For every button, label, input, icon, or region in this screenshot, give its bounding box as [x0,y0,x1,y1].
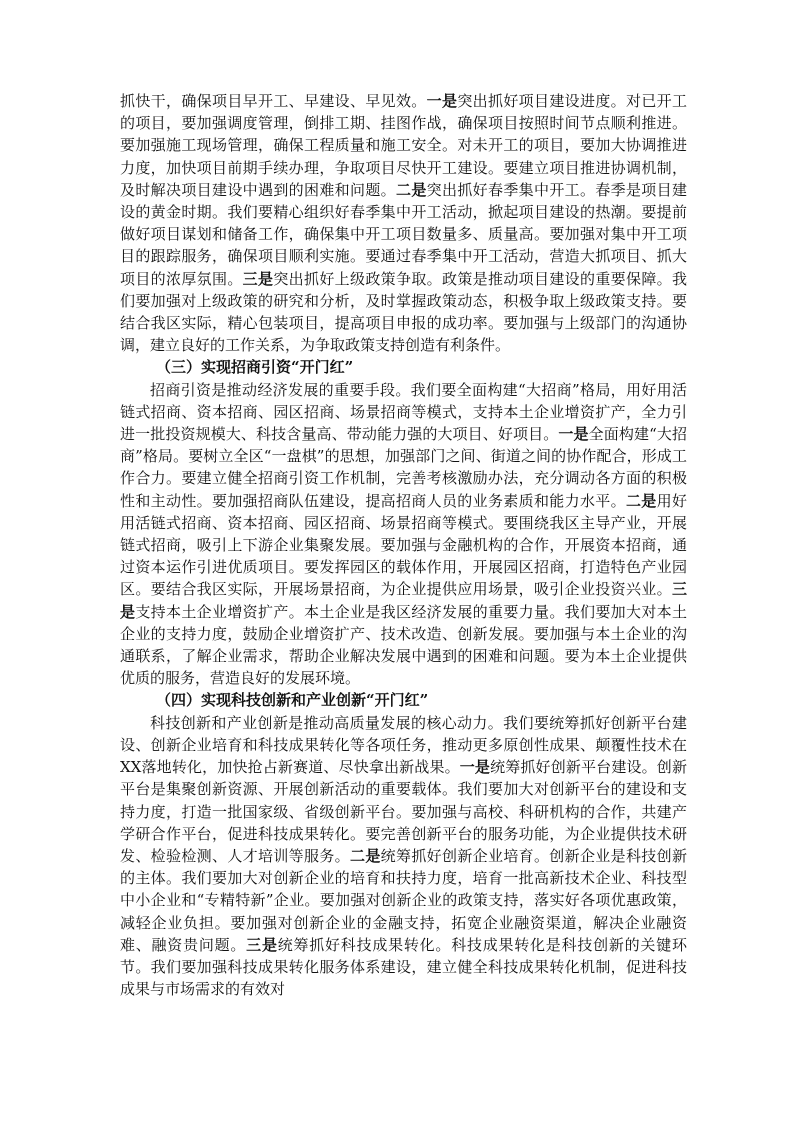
text-run: 科技创新和产业创新是推动高质量发展的核心动力。我们要统筹抓好创新平台建设、创新企业培育和科技成果转化等各项任务，推动更多原创性成果、颠覆性技术在XX落地转化，加快抢占新赛道、尽快拿出新战果。 [120,713,687,777]
bold-lead-text: 一是 [426,92,458,110]
text-run: 突出抓好上级政策争取。政策是推动项目建设的重要保障。我们要加强对上级政策的研究和分析，及时掌握政策动态，积极争取上级政策支持。要结合我区实际，精心包装项目，提高项目申报的成功率。要加强与上级部门的沟通协调，建立良好的工作关系，为争取政策支持创造有利条件。 [120,269,687,355]
bold-lead-text: 三是 [242,269,274,288]
paragraph-investment [120,379,687,690]
text-run: 招商引资是推动经济发展的重要手段。我们要全面构建“大招商”格局，用好用活链式招商、资本招商、园区招商、场景招商等模式，支持本土企业增资扩产，全力引进一批投资规模大、科技含量高、带动能力强的大项目、好项目。 [120,380,687,444]
text-run: 抓快干，确保项目早开工、早建设、早见效。 [120,92,427,110]
bold-lead-text: 二是 [349,846,381,865]
text-run: 用好用活链式招商、资本招商、园区招商、场景招商等模式。要围绕我区主导产业，开展链式招商，吸引上下游企业集聚发展。要加强与金融机构的合作，开展资本招商，通过资本运作引进优质项目。要发挥园区的载体作用，开展园区招商，打造特色产业园区。要结合我区实际，开展场景招商，为企业提供应用场景，吸引企业投资兴业。 [120,491,687,599]
bold-lead-text: 三是 [246,935,278,954]
text-run: 突出抓好项目建设进度。对已开工的项目，要加强调度管理，倒排工期、挂图作战，确保项目按照时间节点顺利推进。要加强施工现场管理，确保工程质量和施工安全。对未开工的项目，要加大协调推进力度，加快项目前期手续办理，争取项目尽快开工建设。要建立项目推进协调机制，及时解决项目建设中遇到的困难和问题。 [120,92,687,199]
text-run: 全面构建“大招商”格局。要树立全区“一盘棋”的思想，加强部门之间、街道之间的协作配合，形成工作合力。要建立健全招商引资工作机制，完善考核激励办法，充分调动各方面的积极性和主动性。要加强招商队伍建设，提高招商人员的业务素质和能力水平。 [120,425,687,510]
bold-lead-text: 二是 [625,491,657,510]
text-run: 统筹抓好创新企业培育。创新企业是科技创新的主体。我们要加大对创新企业的培育和扶持力度，培育一批高新技术企业、科技型中小企业和“专精特新”企业。要加强对创新企业的政策支持，落实好各项优惠政策，减轻企业负担。要加强对创新企业的金融支持，拓宽企业融资渠道，解决企业融资难、融资贵问题。 [120,846,687,954]
bold-lead-text: 三是 [120,580,687,621]
paragraph-project-construction [120,90,687,356]
text-run: 统筹抓好科技成果转化。科技成果转化是科技创新的关键环节。我们要加强科技成果转化服务体系建设，建立健全科技成果转化机制，促进科技成果与市场需求的有效对 [120,935,687,999]
paragraph-innovation [120,712,687,1001]
section-heading-innovation: （四）实现科技创新和产业创新“开门红” [156,691,429,710]
section-heading-investment: （三）实现招商引资“开门红” [156,358,354,377]
text-run: 支持本土企业增资扩产。本土企业是我区经济发展的重要力量。我们要加大对本土企业的支持力度，鼓励企业增资扩产、技术改造、创新发展。要加强与本土企业的沟通联系，了解企业需求，帮助企业解决发展中遇到的困难和问题。要为本土企业提供优质的服务，营造良好的发展环境。 [120,602,687,688]
bold-lead-text: 一是 [558,425,589,444]
bold-lead-text: 一是 [459,758,491,777]
text-run: 统筹抓好创新平台建设。创新平台是集聚创新资源、开展创新活动的重要载体。我们要加大对创新平台的建设和支持力度，打造一批国家级、省级创新平台。要加强与高校、科研机构的合作，共建产学研合作平台，促进科技成果转化。要完善创新平台的服务功能，为企业提供技术研发、检验检测、人才培训等服务。 [120,758,687,865]
bold-lead-text: 二是 [395,180,427,199]
text-run: 突出抓好春季集中开工。春季是项目建设的黄金时期。我们要精心组织好春季集中开工活动，掀起项目建设的热潮。要提前做好项目谋划和储备工作，确保集中开工项目数量多、质量高。要加强对集中开工项目的跟踪服务，确保项目顺利实施。要通过春季集中开工活动，营造大抓项目、抓大项目的浓厚氛围。 [120,180,687,288]
